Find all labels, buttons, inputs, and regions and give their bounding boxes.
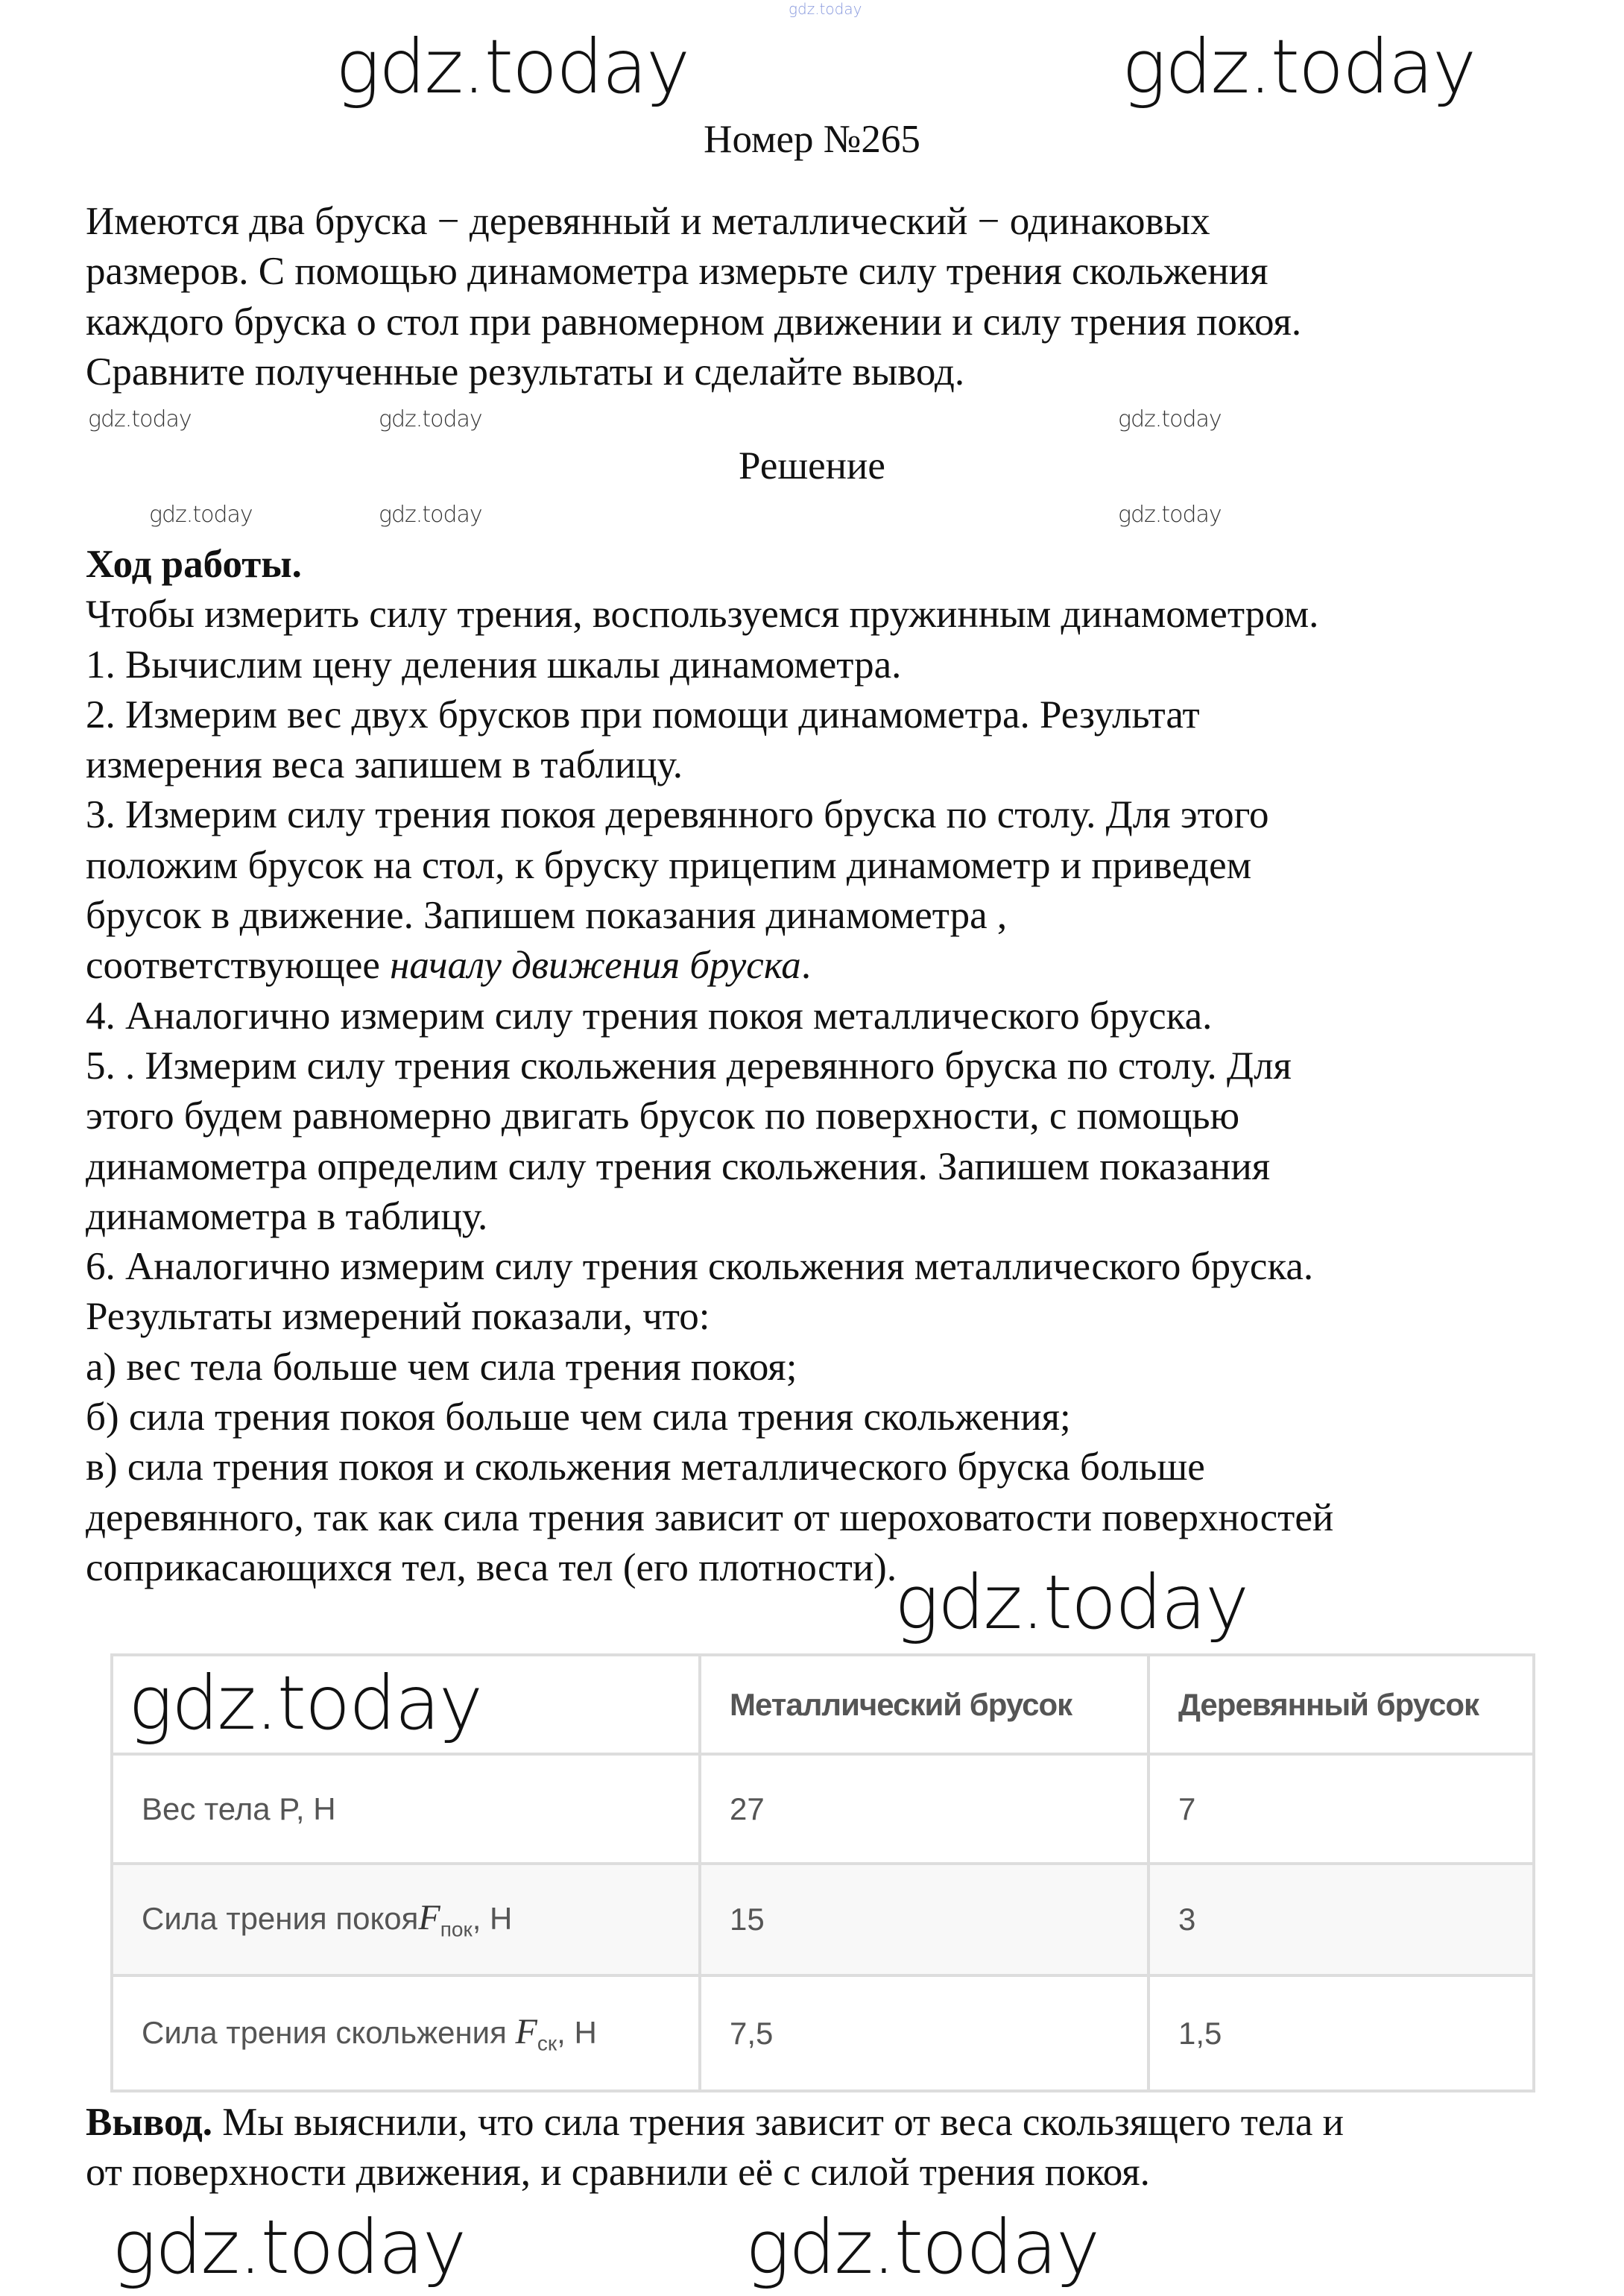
watermark: gdz.today <box>112 2204 466 2291</box>
italic-text: началу движения бруска <box>390 944 801 988</box>
unit-text: , Н <box>557 2014 597 2050</box>
body-line: этого будем равномерно двигать брусок по поверхности, с помощью <box>86 1094 1240 1138</box>
body-line: измерения веса запишем в таблицу. <box>86 743 683 787</box>
body-line: 4. Аналогично измерим силу трения покоя металлического бруска. <box>86 994 1213 1038</box>
body-line: динамометра в таблицу. <box>86 1194 488 1238</box>
watermark: gdz.today <box>894 1559 1248 1646</box>
table-row <box>112 1754 1534 1864</box>
label-text: Сила трения скольжения <box>142 2014 516 2050</box>
watermark: gdz.today <box>335 23 689 110</box>
row-label <box>112 1864 700 1975</box>
watermark: gdz.today <box>379 502 482 528</box>
conclusion-line: от поверхности движения, и сравнили её с силой трения покоя. <box>86 2151 1150 2195</box>
unit-text: , Н <box>472 1901 513 1937</box>
body-line: 2. Измерим вес двух брусков при помощи динамометра. Результат <box>86 693 1200 737</box>
label-text: Сила трения покоя <box>142 1901 419 1937</box>
body-line: 6. Аналогично измерим силу трения скольжения металлического бруска. <box>86 1245 1314 1289</box>
text: соответствующее <box>86 944 391 988</box>
body-line: Чтобы измерить силу трения, воспользуемся пружинным динамометром. <box>86 593 1319 637</box>
header-cell: Деревянный брусок <box>1149 1655 1534 1754</box>
force-symbol: F <box>515 2011 537 2051</box>
body-line: соприкасающихся тел, веса тел (его плотности). <box>86 1545 897 1589</box>
body-line <box>86 941 1333 991</box>
watermark: gdz.today <box>745 2204 1099 2291</box>
watermark: gdz.today <box>379 406 482 432</box>
metal-value: 15 <box>700 1864 1149 1975</box>
wood-value: 1,5 <box>1149 1975 1534 2091</box>
task-line: каждого бруска о стол при равномерном движении и силу трения покоя. <box>86 300 1302 344</box>
task-line: размеров. С помощью динамометра измерьте силу трения скольжения <box>86 250 1268 294</box>
body-line: динамометра определим силу трения скольжения. Запишем показания <box>86 1144 1271 1188</box>
body-line: Результаты измерений показали, что: <box>86 1295 710 1339</box>
task-text <box>86 197 1301 397</box>
watermark: gdz.today <box>1118 406 1222 432</box>
body-line: 1. Вычислим цену деления шкалы динамометра. <box>86 643 902 687</box>
task-line: Сравните полученные результаты и сделайте вывод. <box>86 350 965 394</box>
watermark: gdz.today <box>1122 23 1476 110</box>
watermark: gdz.today <box>789 0 862 18</box>
body-line: деревянного, так как сила трения зависит от шероховатости поверхностей <box>86 1495 1334 1539</box>
watermark: gdz.today <box>149 502 253 528</box>
wood-value: 7 <box>1149 1754 1534 1864</box>
body-line: положим брусок на стол, к бруску прицепим динамометр и приведем <box>86 843 1252 887</box>
body-line: 5. . Измерим силу трения скольжения деревянного бруска по столу. Для <box>86 1044 1292 1088</box>
force-subscript: пок <box>440 1917 473 1941</box>
solution-heading: Решение <box>739 444 885 488</box>
watermark: gdz.today <box>128 1659 482 1747</box>
body-line: а) вес тела больше чем сила трения покоя; <box>86 1345 797 1389</box>
watermark: gdz.today <box>88 406 192 432</box>
solution-body <box>86 540 1333 1593</box>
table-row <box>112 1864 1534 1975</box>
body-line: 3. Измерим силу трения покоя деревянного бруска по столу. Для этого <box>86 793 1269 837</box>
wood-value: 3 <box>1149 1864 1534 1975</box>
work-heading: Ход работы. <box>86 543 302 586</box>
force-subscript: ск <box>537 2031 557 2055</box>
table-row <box>112 1975 1534 2091</box>
conclusion-text: Мы выяснили, что сила трения зависит от веса скользящего тела и <box>212 2101 1344 2144</box>
task-line: Имеются два бруска − деревянный и металлический − одинаковых <box>86 200 1210 243</box>
body-line: брусок в движение. Запишем показания динамометра , <box>86 894 1008 938</box>
watermark: gdz.today <box>1118 502 1222 528</box>
metal-value: 27 <box>700 1754 1149 1864</box>
conclusion-label: Вывод. <box>86 2101 213 2144</box>
conclusion-line <box>86 2098 1344 2148</box>
metal-value: 7,5 <box>700 1975 1149 2091</box>
body-line: в) сила трения покоя и скольжения металлического бруска больше <box>86 1445 1205 1489</box>
row-label: Вес тела P, Н <box>112 1754 700 1864</box>
body-line: б) сила трения покоя больше чем сила трения скольжения; <box>86 1395 1071 1439</box>
text: . <box>800 944 812 988</box>
conclusion <box>86 2098 1344 2198</box>
row-label <box>112 1975 700 2091</box>
page-title: Номер №265 <box>704 118 920 161</box>
header-cell: Металлический брусок <box>700 1655 1149 1754</box>
force-symbol: F <box>418 1898 440 1938</box>
